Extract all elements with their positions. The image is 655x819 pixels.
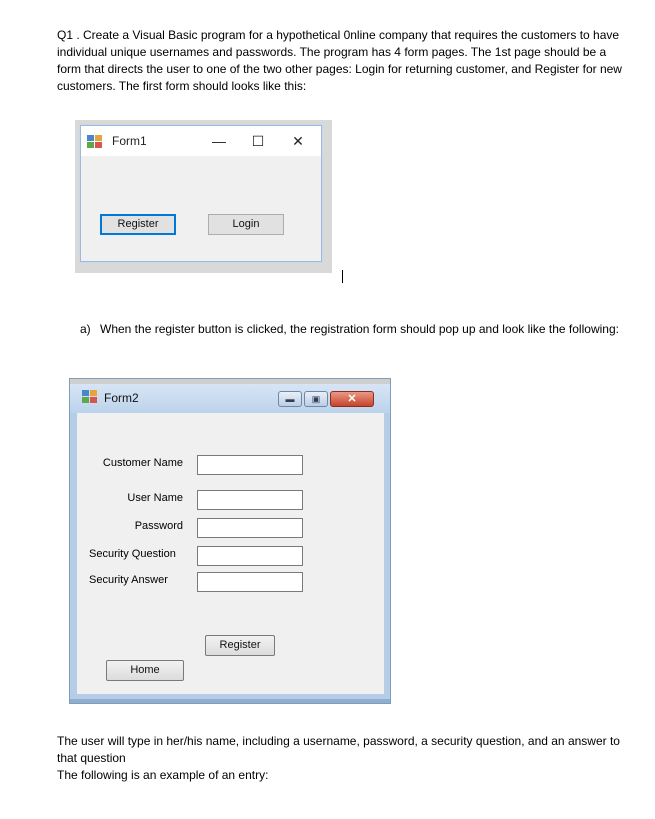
maximize-icon[interactable]: ☐ [251, 133, 265, 149]
form-app-icon [87, 135, 103, 148]
home-button[interactable]: Home [106, 660, 184, 681]
security-answer-label: Security Answer [89, 574, 168, 586]
item-a-paragraph [80, 321, 625, 338]
customer-name-label: Customer Name [102, 457, 183, 469]
form1-titlebar[interactable] [81, 126, 321, 156]
security-answer-field[interactable] [197, 572, 303, 592]
maximize-icon[interactable]: ▣ [304, 391, 328, 407]
minimize-icon[interactable]: ▬ [278, 391, 302, 407]
form-app-icon [82, 390, 98, 403]
minimize-icon[interactable]: — [212, 133, 226, 149]
text-cursor [342, 270, 343, 283]
form1-title: Form1 [112, 134, 147, 148]
user-name-label: User Name [127, 492, 183, 504]
form1-screenshot [75, 120, 332, 273]
password-label: Password [134, 520, 183, 532]
item-a-marker: a) [80, 322, 91, 336]
question-paragraph: Q1 . Create a Visual Basic program for a hypothetical 0nline company that requires the customers to have individual unique usernames and passwords. The program has 4 form pages. The 1st page should be a form that directs the user to one of the two other pages: Login for returning customer, and Register for new customers. The first form should looks like this: [57, 28, 622, 93]
form2-titlebar[interactable] [70, 384, 390, 413]
security-question-label: Security Question [89, 548, 176, 560]
close-icon[interactable]: ✕ [330, 391, 374, 407]
user-name-field[interactable] [197, 490, 303, 510]
form1-login-button[interactable]: Login [208, 214, 284, 235]
form2-bottom-edge [70, 699, 390, 703]
customer-name-field[interactable] [197, 455, 303, 475]
form1-register-button[interactable]: Register [100, 214, 176, 235]
item-a-text: When the register button is clicked, the registration form should pop up and look like the following: [100, 322, 619, 336]
form2-screenshot [69, 378, 391, 704]
closing-paragraph: The user will type in her/his name, including a username, password, a security question, and an answer to that question The following is an example of an entry: [57, 734, 620, 782]
security-question-field[interactable] [197, 546, 303, 566]
form2-title: Form2 [104, 391, 139, 405]
password-field[interactable] [197, 518, 303, 538]
close-icon[interactable]: ✕ [292, 133, 304, 149]
form2-register-button[interactable]: Register [205, 635, 275, 656]
form1-window [80, 125, 322, 262]
form2-client-area [77, 413, 384, 694]
